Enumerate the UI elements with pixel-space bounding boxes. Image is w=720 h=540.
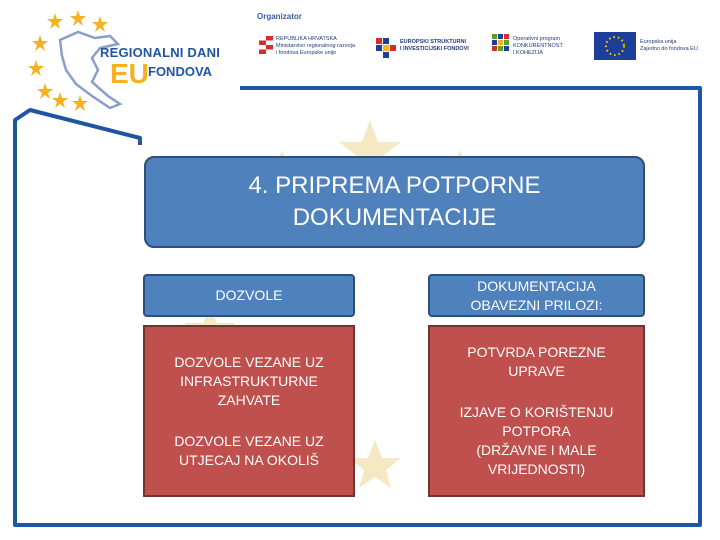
esi-funds-logo [400, 30, 469, 62]
eu-union-logo [640, 30, 698, 62]
brand-title: REGIONALNI DANI [100, 45, 220, 60]
right-item [467, 343, 605, 381]
right-item-line: IZJAVE O KORIŠTENJU [459, 404, 614, 420]
right-item-line: UPRAVE [508, 363, 565, 379]
left-item-line: DOZVOLE VEZANE UZ [174, 353, 324, 370]
right-item-line: (DRŽAVNE I MALE [476, 442, 597, 458]
ministry-logo [276, 30, 355, 62]
left-item-line: UTJECAJ NA OKOLIŠ [178, 451, 320, 468]
op-line: I KOHEZIJA [513, 49, 543, 56]
eu-line: Zajedno do fondova EU [640, 46, 698, 52]
right-item-line: VRIJEDNOSTI) [487, 461, 586, 477]
slide-title-line: 4. PRIPREMA POTPORNE [248, 172, 541, 199]
left-item-line: INFRASTRUKTURNE [180, 372, 318, 389]
right-item-line: POTPORA [502, 423, 571, 439]
op-logo [513, 30, 563, 62]
organizer-label: Organizator [257, 12, 302, 21]
left-item-line: ZAHVATE [217, 391, 281, 408]
right-item [460, 403, 614, 479]
ministry-line: Ministarstvo regionalnog razvoja [276, 42, 355, 49]
left-header-label: DOZVOLE [215, 287, 283, 303]
left-item-line: DOZVOLE VEZANE UZ [174, 432, 324, 449]
slide-title-box [144, 156, 645, 248]
left-item [174, 353, 323, 410]
right-item-line: POTVRDA POREZNE [467, 344, 606, 360]
brand-eu: EU [110, 58, 149, 89]
left-content-box [143, 325, 355, 497]
ministry-line: i fondova Europske unije [276, 49, 337, 56]
slide-title-line: DOKUMENTACIJE [292, 204, 497, 231]
esi-line: EUROPSKI STRUKTURNI [400, 39, 467, 45]
esi-line: I INVESTICIJSKI FONDOVI [400, 46, 469, 52]
brand-fondova: FONDOVA [148, 64, 213, 79]
op-line: Operativni program [513, 35, 561, 42]
right-header-box [428, 274, 645, 317]
right-header-line: DOKUMENTACIJA [477, 277, 596, 294]
eu-line: Europska unija [640, 39, 677, 45]
left-item [174, 432, 323, 470]
right-header-line: OBAVEZNI PRILOZI: [470, 296, 603, 313]
right-content-box [428, 325, 645, 497]
op-line: KONKURENTNOST [513, 42, 563, 49]
left-header-box [143, 274, 355, 317]
ministry-line: REPUBLIKA HRVATSKA [276, 35, 337, 42]
